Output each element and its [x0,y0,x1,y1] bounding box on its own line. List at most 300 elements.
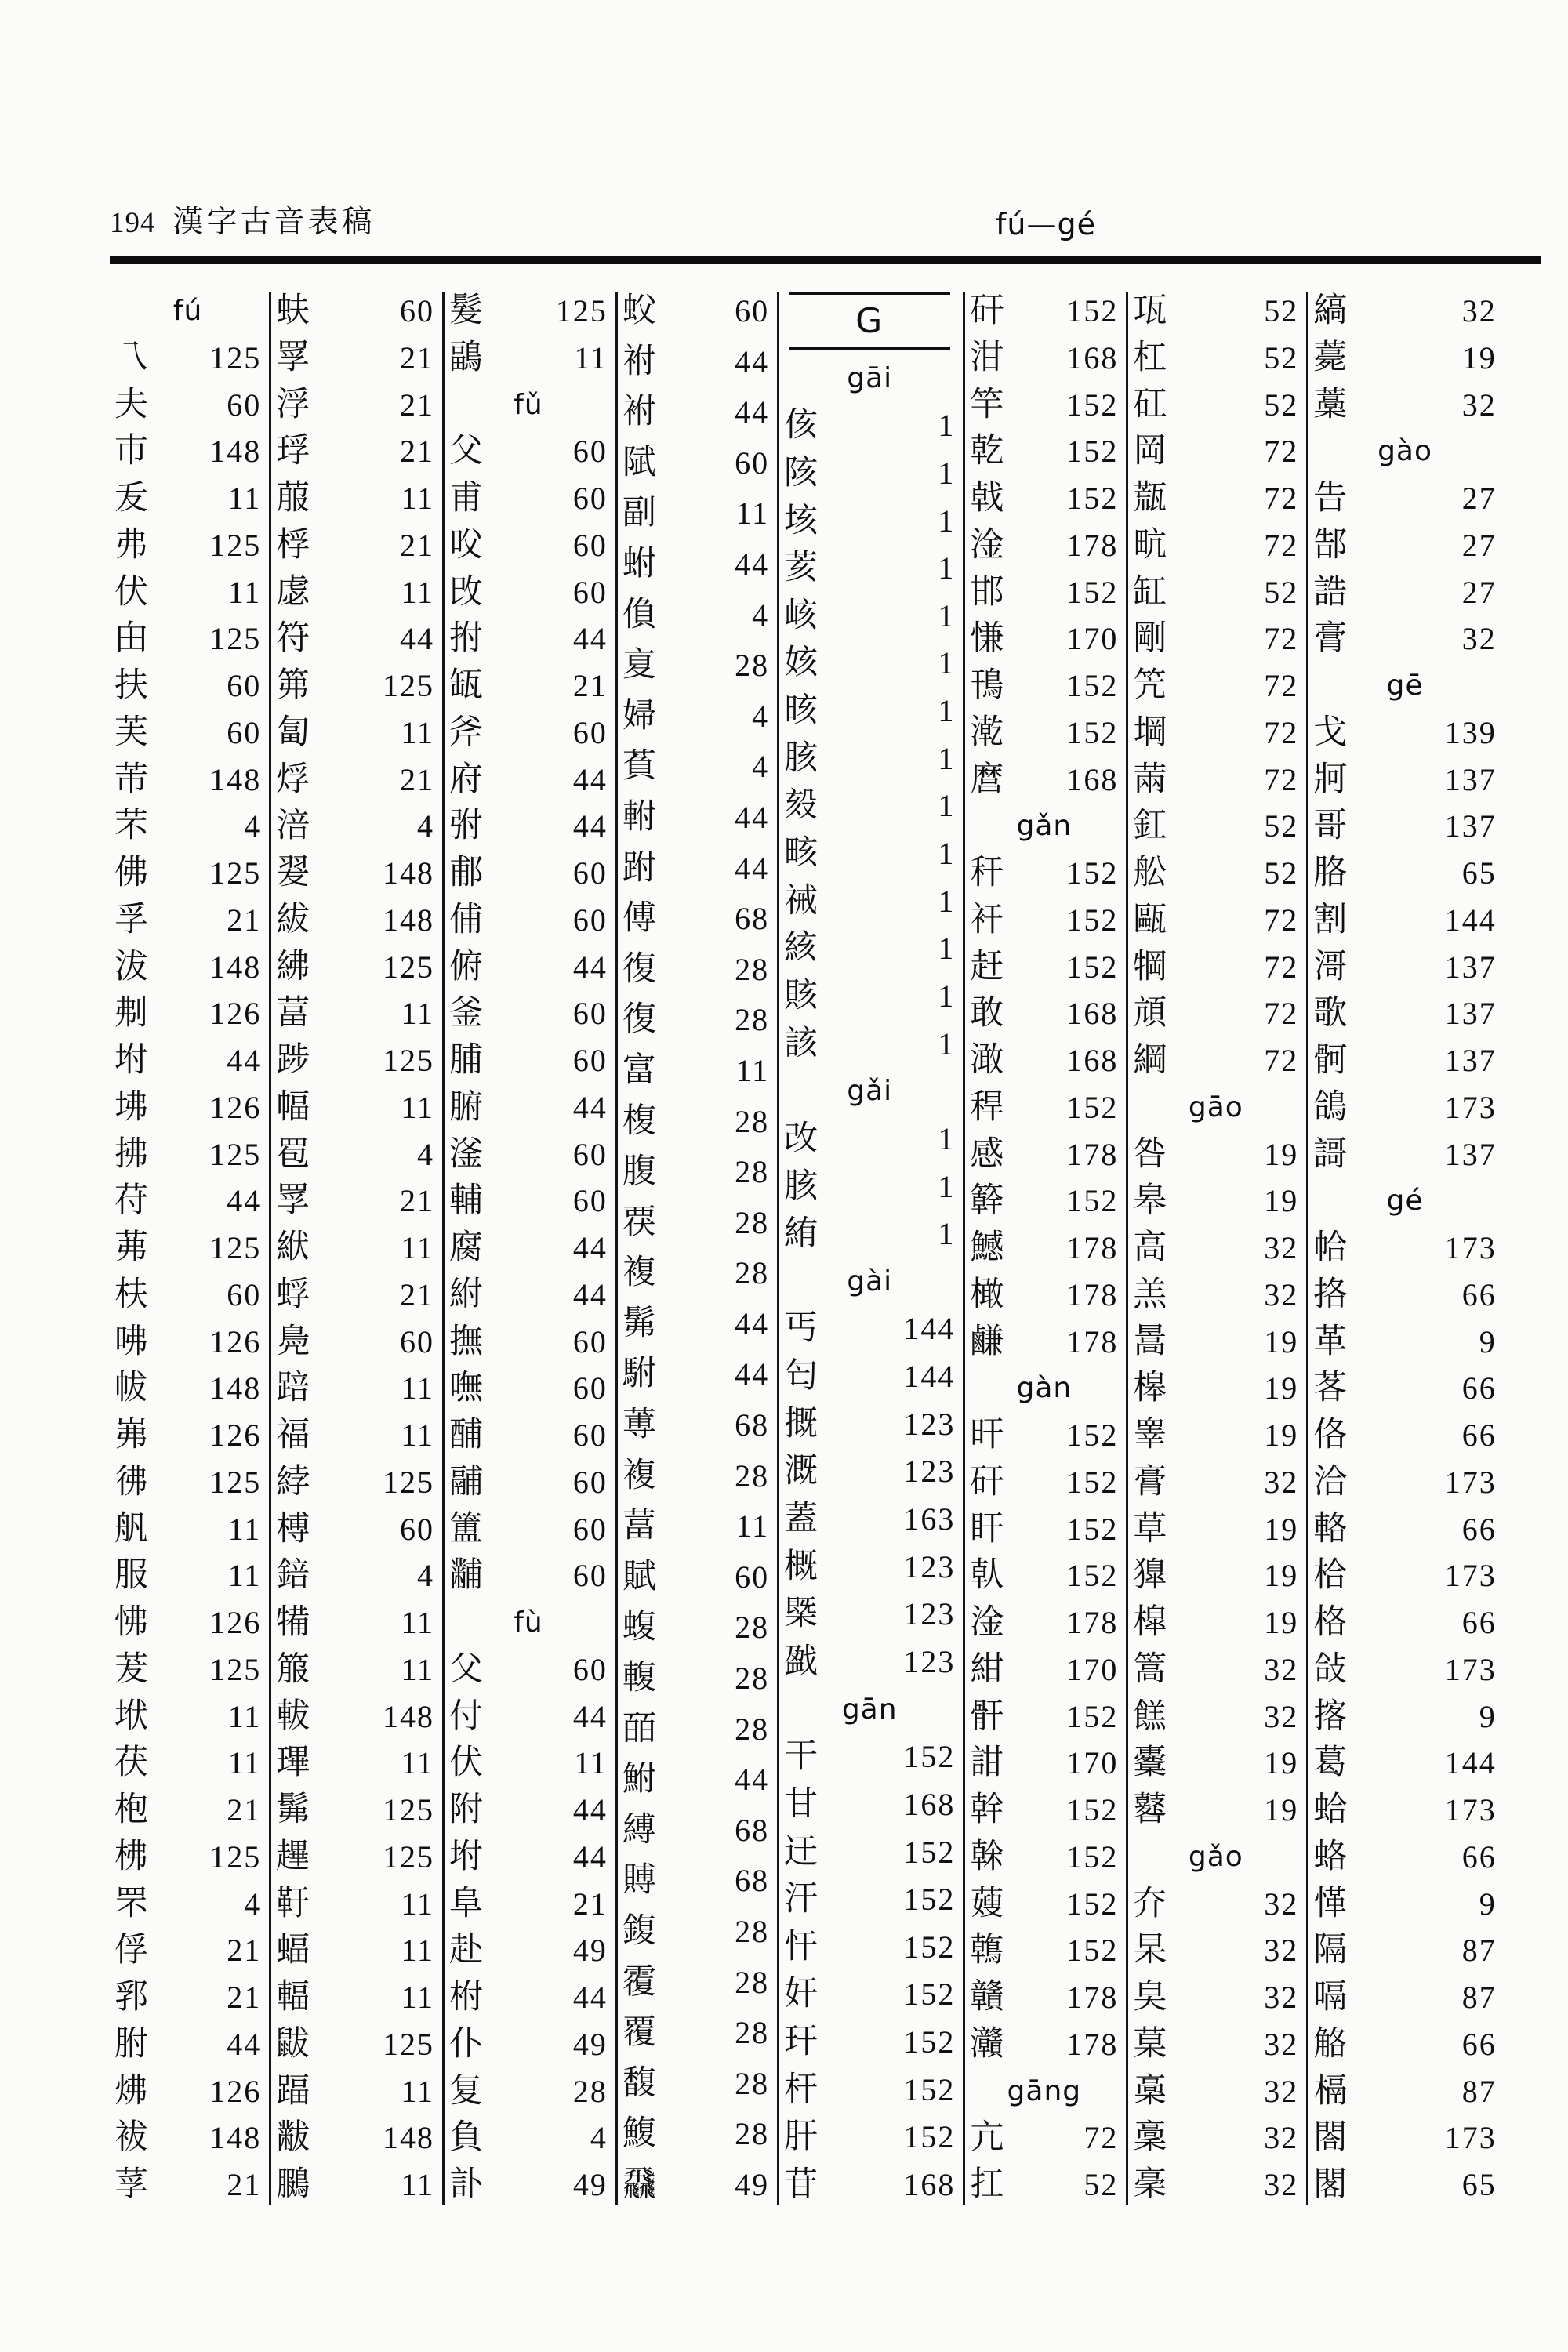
entry-character: 弣 [449,808,484,845]
entry-number: 170 [1066,621,1119,657]
entry-row [622,2013,769,2053]
entry-number: 125 [383,1043,435,1078]
entry-row [970,1463,1118,1502]
entry-character: 絠 [784,1215,818,1253]
entry-number: 21 [227,1792,262,1828]
entry-number: 125 [209,339,262,376]
entry-character: 侅 [784,407,818,445]
entry-number: 173 [1444,1089,1497,1125]
entry-row [784,1737,955,1777]
entry-row [449,2118,608,2158]
entry-row [449,2072,608,2111]
entry-character: 忓 [784,1928,818,1965]
entry-row [114,1838,261,1877]
entry-number: 32 [1264,2120,1299,2156]
entry-row [784,977,955,1016]
entry-character: 鳧 [276,1323,310,1360]
entry-character: 踾 [276,2072,310,2110]
entry-number: 1 [938,836,956,872]
entry-character: 攺 [449,573,484,611]
entry-number: 44 [735,1356,770,1392]
entry-number: 60 [227,387,262,423]
entry-row [449,1697,608,1737]
entry-row [622,1051,769,1091]
entry-character: 葍 [622,1508,656,1545]
entry-character: 萯 [622,748,656,786]
entry-character: 莩 [114,2166,148,2203]
entry-row [1313,901,1497,940]
entry-character: 髴 [622,1305,656,1342]
column-8 [1308,292,1509,2205]
entry-number: 152 [1066,1183,1119,1219]
entry-row [622,444,769,483]
entry-number: 144 [903,1311,956,1347]
entry-number: 28 [735,1661,770,1697]
entry-number: 21 [227,902,262,938]
entry-row [1133,1885,1298,1924]
entry-row [449,526,608,565]
entry-number: 52 [1083,2167,1119,2202]
entry-number: 68 [735,901,770,937]
entry-character: 怫 [114,1604,148,1641]
entry-number: 1 [938,408,956,444]
entry-number: 32 [1264,1464,1299,1500]
entry-character: 菔 [276,480,310,517]
entry-character: 戈 [1313,713,1348,751]
entry-row [970,1838,1118,1877]
entry-number: 60 [735,445,770,481]
entry-row [276,1931,434,1970]
entry-row [622,1710,769,1749]
entry-row [114,386,261,425]
entry-character: 翇 [276,855,310,891]
entry-number: 4 [752,698,770,734]
entry-character: 膏 [1133,1463,1167,1501]
entry-row [114,526,261,565]
entry-number: 19 [1264,1370,1299,1406]
entry-number: 28 [735,1255,770,1291]
entry-number: 11 [401,1745,435,1781]
entry-row [784,2023,955,2062]
entry-row [114,1697,261,1737]
entry-row [784,834,955,873]
entry-row [276,339,434,378]
pinyin-section-header: gāng [1007,2074,1082,2107]
entry-number: 170 [1066,1651,1119,1687]
entry-character: 釜 [449,995,484,1033]
entry-number: 44 [572,1838,608,1875]
entry-row [114,339,261,378]
entry-character: 桴 [276,526,310,564]
entry-row [622,1760,769,1799]
page-number: 194 [110,207,156,239]
entry-row [1133,1135,1298,1174]
entry-character: 㱾 [784,787,818,825]
entry-character: 犕 [276,1604,310,1641]
entry-character: 㭘 [1313,1557,1348,1595]
entry-number: 11 [401,1089,435,1125]
entry-number: 60 [572,434,608,470]
entry-character: 軷 [276,1697,310,1735]
entry-character: 袚 [114,2119,148,2157]
entry-row [1313,1229,1497,1268]
pinyin-section-header: gāi [847,361,893,394]
entry-row [276,994,434,1033]
pinyin-section-header: gài [847,1265,893,1298]
pinyin-section-header: gē [1386,670,1424,702]
entry-row [970,1650,1118,1690]
entry-number: 126 [209,1323,262,1359]
entry-character: 垘 [114,1697,148,1735]
entry-number: 11 [227,1511,262,1547]
entry-character: 草 [1133,1510,1167,1548]
entry-character: 丐 [784,1310,818,1348]
entry-character: 烰 [276,760,310,798]
entry-character: 荄 [784,550,818,587]
entry-character: 槀 [1133,2072,1167,2110]
entry-row [784,1357,955,1396]
entry-character: 格 [1313,1604,1348,1641]
entry-character: 柎 [449,1979,484,2016]
entry-character: 刜 [114,995,148,1033]
entry-number: 32 [1461,621,1497,657]
letter-section-box: G [789,292,950,350]
entry-number: 152 [903,1834,956,1870]
entry-number: 1 [938,931,956,967]
entry-row [784,1025,955,1064]
entry-character: 付 [449,1697,484,1735]
entry-character: 腐 [449,1229,484,1266]
entry-number: 32 [1461,387,1497,423]
entry-number: 152 [1066,1464,1119,1500]
entry-number: 44 [572,1276,608,1312]
entry-row [276,1135,434,1174]
entry-character: 澉 [970,1042,1004,1079]
entry-row [622,2064,769,2103]
entry-number: 11 [227,1698,262,1734]
entry-row [784,1309,955,1348]
entry-character: 巿 [114,433,148,470]
entry-character: 㕮 [449,526,484,564]
entry-row [276,1603,434,1642]
entry-number: 60 [572,1370,608,1406]
entry-character: 篙 [1133,1650,1167,1688]
entry-character: 舩 [1133,855,1167,891]
entry-character: 幅 [276,1088,310,1126]
entry-row [449,1416,608,1455]
entry-row [1313,760,1497,800]
column-2 [271,292,445,2205]
pinyin-section-header: fú [172,295,203,327]
entry-row [276,526,434,565]
entry-character: 罦 [276,1182,310,1220]
entry-row [622,1254,769,1293]
entry-number: 11 [401,1417,435,1453]
entry-row [1133,1323,1298,1362]
entry-row [276,807,434,846]
entry-number: 125 [383,1464,435,1500]
entry-character: 絯 [784,930,818,967]
entry-row [970,713,1118,753]
entry-number: 11 [227,574,262,610]
entry-row [276,1463,434,1502]
entry-number: 60 [572,1651,608,1687]
entry-row [622,646,769,685]
entry-character: 罘 [114,1885,148,1922]
entry-number: 32 [1264,1230,1299,1265]
entry-row [114,479,261,518]
entry-number: 152 [1066,1511,1119,1547]
entry-number: 44 [735,1305,770,1341]
entry-number: 178 [1066,1230,1119,1265]
entry-row [784,1500,955,1539]
entry-row [114,1603,261,1642]
entry-row [449,339,608,378]
entry-number: 11 [401,2167,435,2202]
entry-row [622,494,769,533]
entry-row [276,1416,434,1455]
entry-character: 甶 [114,620,148,658]
column-3 [445,292,618,2205]
entry-character: 杠 [1133,339,1167,376]
entry-character: 柫 [114,1838,148,1875]
entry-row [1313,339,1497,378]
entry-character: 肝 [784,2118,818,2156]
entry-character: 复 [449,2072,484,2110]
page-header [110,194,1541,241]
entry-row [114,1323,261,1362]
entry-row [1133,1744,1298,1783]
entry-row [114,1369,261,1408]
entry-character: 芣 [114,808,148,845]
entry-number: 32 [1264,1651,1299,1687]
entry-character: 淦 [970,1604,1004,1641]
entry-row [1313,1650,1497,1690]
entry-character: 胲 [784,1167,818,1205]
entry-number: 152 [1066,1838,1119,1875]
entry-character: 稁 [1133,2166,1167,2203]
entry-row [622,2114,769,2154]
entry-number: 125 [383,2026,435,2062]
entry-number: 44 [572,1980,608,2015]
entry-number: 60 [735,1559,770,1595]
entry-character: 苻 [114,1182,148,1220]
entry-character: 亢 [970,2119,1004,2157]
entry-row [1313,1135,1497,1174]
entry-character: 槅 [1313,2072,1348,2110]
entry-row [970,1791,1118,1830]
entry-row [276,1088,434,1127]
entry-number: 66 [1461,1838,1497,1875]
entry-row [970,948,1118,987]
entry-character: 拂 [114,1135,148,1173]
entry-number: 68 [735,1812,770,1848]
entry-number: 4 [590,2120,608,2156]
entry-character: 賻 [622,1862,656,1900]
entry-row [449,807,608,846]
entry-character: 伏 [114,573,148,611]
entry-character: 酺 [449,1417,484,1454]
entry-number: 32 [1264,1276,1299,1312]
entry-row [970,1323,1118,1362]
pinyin-section-header: gàn [1016,1372,1073,1405]
entry-number: 60 [572,1323,608,1359]
entry-number: 137 [1444,1043,1497,1078]
entry-number: 60 [400,1323,435,1359]
entry-number: 152 [1066,668,1119,703]
entry-number: 11 [401,714,435,750]
entry-row [276,2165,434,2205]
entry-character: 皕 [622,1710,656,1748]
entry-character: 夰 [1133,1885,1167,1922]
entry-number: 32 [1264,2073,1299,2109]
entry-number: 125 [209,1136,262,1172]
entry-number: 49 [572,2026,608,2062]
entry-number: 60 [227,714,262,750]
entry-number: 19 [1264,1605,1299,1640]
entry-row [1313,1744,1497,1783]
entry-row [276,1556,434,1595]
entry-row [1133,1556,1298,1595]
entry-number: 1 [938,788,956,824]
entry-number: 168 [1066,339,1119,376]
entry-character: 斧 [449,713,484,751]
entry-row [449,1978,608,2017]
entry-number: 1 [938,1168,956,1204]
entry-row [622,1963,769,2002]
entry-row [1133,1510,1298,1549]
entry-character: 暠 [1133,1323,1167,1360]
entry-character: 俘 [114,1932,148,1969]
entry-row [276,1744,434,1783]
entry-row [784,691,955,731]
entry-number: 19 [1264,1558,1299,1594]
entry-number: 178 [1066,527,1119,563]
pinyin-section-header: gǎo [1188,1840,1243,1873]
entry-row [449,619,608,659]
entry-number: 60 [572,1136,608,1172]
entry-number: 28 [735,2116,770,2152]
entry-row [970,854,1118,893]
entry-row [114,994,261,1033]
entry-row [1133,760,1298,800]
entry-character: 稾 [1133,2119,1167,2157]
entry-row [1313,1369,1497,1408]
entry-number: 87 [1461,2073,1497,2109]
entry-character: 府 [449,760,484,798]
entry-character: 蚹 [622,545,656,583]
entry-character: 跗 [622,849,656,887]
entry-number: 28 [735,1204,770,1240]
book-title: 漢字古音表稿 [172,205,376,239]
entry-character: 鵩 [276,2166,310,2203]
entry-row [622,1102,769,1142]
entry-row [1133,666,1298,706]
entry-number: 28 [735,1610,770,1646]
entry-character: 仆 [449,2025,484,2063]
entry-number: 4 [417,808,435,844]
entry-row [1313,713,1497,753]
entry-row [114,1510,261,1549]
entry-row [449,713,608,753]
entry-row [784,644,955,683]
entry-character: 薧 [1313,339,1348,376]
entry-row [622,1406,769,1445]
entry-row [1133,1978,1298,2017]
entry-row [276,2025,434,2064]
entry-number: 44 [227,2026,262,2062]
entry-number: 68 [735,1863,770,1899]
entry-character: 鱤 [970,1229,1004,1266]
entry-character: 姟 [784,644,818,682]
entry-character: 稈 [970,1088,1004,1126]
entry-character: 該 [784,1025,818,1062]
entry-row [449,1323,608,1362]
entry-number: 152 [1066,1886,1119,1922]
entry-character: 咎 [1133,1135,1167,1173]
entry-number: 1 [938,1120,956,1156]
entry-number: 125 [209,621,262,657]
entry-row [114,713,261,753]
entry-number: 125 [209,1838,262,1875]
entry-character: 復 [622,950,656,988]
entry-row [622,596,769,635]
entry-row [449,760,608,800]
entry-row [1313,1603,1497,1642]
entry-row [784,1405,955,1444]
entry-row [784,739,955,779]
entry-number: 72 [1264,761,1299,797]
entry-number: 152 [903,2119,956,2155]
entry-number: 21 [400,761,435,797]
entry-number: 152 [1066,1698,1119,1734]
entry-number: 137 [1444,949,1497,985]
entry-number: 178 [1066,1323,1119,1359]
entry-row [114,432,261,471]
entry-number: 4 [417,1136,435,1172]
header-rule [110,256,1541,264]
entry-row [1133,1041,1298,1080]
entry-row [622,1507,769,1546]
entry-character: 迀 [784,1833,818,1871]
entry-row [1313,1697,1497,1737]
entry-number: 72 [1264,714,1299,750]
entry-row [784,1120,955,1159]
entry-row [276,713,434,753]
entry-character: 杲 [1133,1932,1167,1969]
entry-character: 赶 [970,948,1004,985]
entry-row [1313,854,1497,893]
entry-number: 32 [1264,2026,1299,2062]
entry-number: 21 [227,1980,262,2015]
entry-row [449,1838,608,1877]
entry-character: 叐 [114,480,148,517]
entry-row [784,882,955,921]
entry-row [449,1650,608,1690]
entry-character: 汗 [784,1881,818,1918]
entry-row [1133,2165,1298,2205]
entry-number: 173 [1444,1558,1497,1594]
entry-row [114,1885,261,1924]
entry-character: 誥 [1313,573,1348,611]
entry-character: 撫 [449,1323,484,1360]
entry-character: 福 [276,1417,310,1454]
entry-row [1313,1463,1497,1502]
entry-row [114,2118,261,2158]
entry-number: 32 [1264,1698,1299,1734]
entry-number: 49 [572,1933,608,1969]
pinyin-section-header: gān [841,1693,898,1726]
